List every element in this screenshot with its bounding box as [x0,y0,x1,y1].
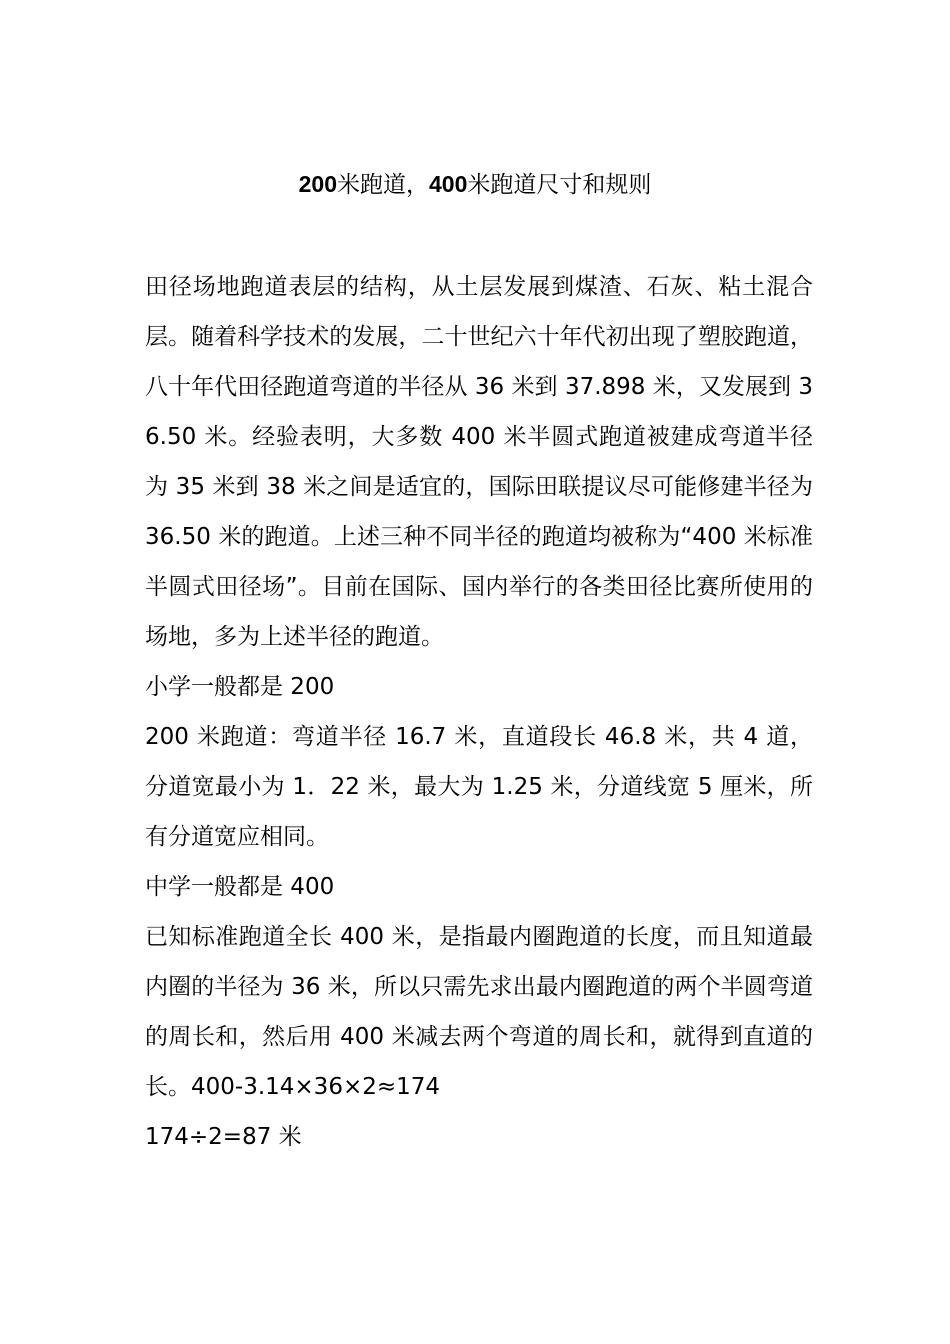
title-text-part: 米跑道， [337,172,429,198]
paragraph-primary-school: 小学一般都是 200 [145,674,335,700]
paragraph-200m-track: 200 米跑道：弯道半径 16.7 米，直道段长 46.8 米，共 4 道，分道宽最小为 1．22 米，最大为 1.25 米，分道线宽 5 厘米，所有分道宽应相同。 [145,724,813,850]
title-text-end: 米跑道尺寸和规则 [467,172,652,198]
paragraph-track-history: 田径场地跑道表层的结构，从土层发展到煤渣、石灰、粘土混合层。随着科学技术的发展，二十世纪六十年代初出现了塑胶跑道，八十年代田径跑道弯道的半径从 36 米到 37.898 米，又发展到 36.50 米。经验表明，大多数 400 米半圆式跑道被建成弯道半径为 35 米到 38 米之间是适宜的，国际田联提议尽可能修建半径为 36.50 米的跑道。上述三种不同半径的跑道均被称为“400 米标准半圆式田径场”。目前在国际、国内举行的各类田径比赛所使用的场地，多为上述半径的跑道。 [145,274,813,650]
paragraph-result: 174÷2=87 米 [145,1124,302,1150]
document-body [145,262,813,1162]
paragraph-middle-school: 中学一般都是 400 [145,874,335,900]
paragraph-400m-calculation: 已知标准跑道全长 400 米，是指最内圈跑道的长度，而且知道最内圈的半径为 36 米，所以只需先求出最内圈跑道的两个半圆弯道的周长和，然后用 400 米减去两个弯道的周长和，就得到直道的长。400-3.14×36×2≈174 [145,924,813,1100]
document-title [0,166,950,203]
title-number-400: 400 [429,171,468,197]
title-number-200: 200 [298,171,337,197]
